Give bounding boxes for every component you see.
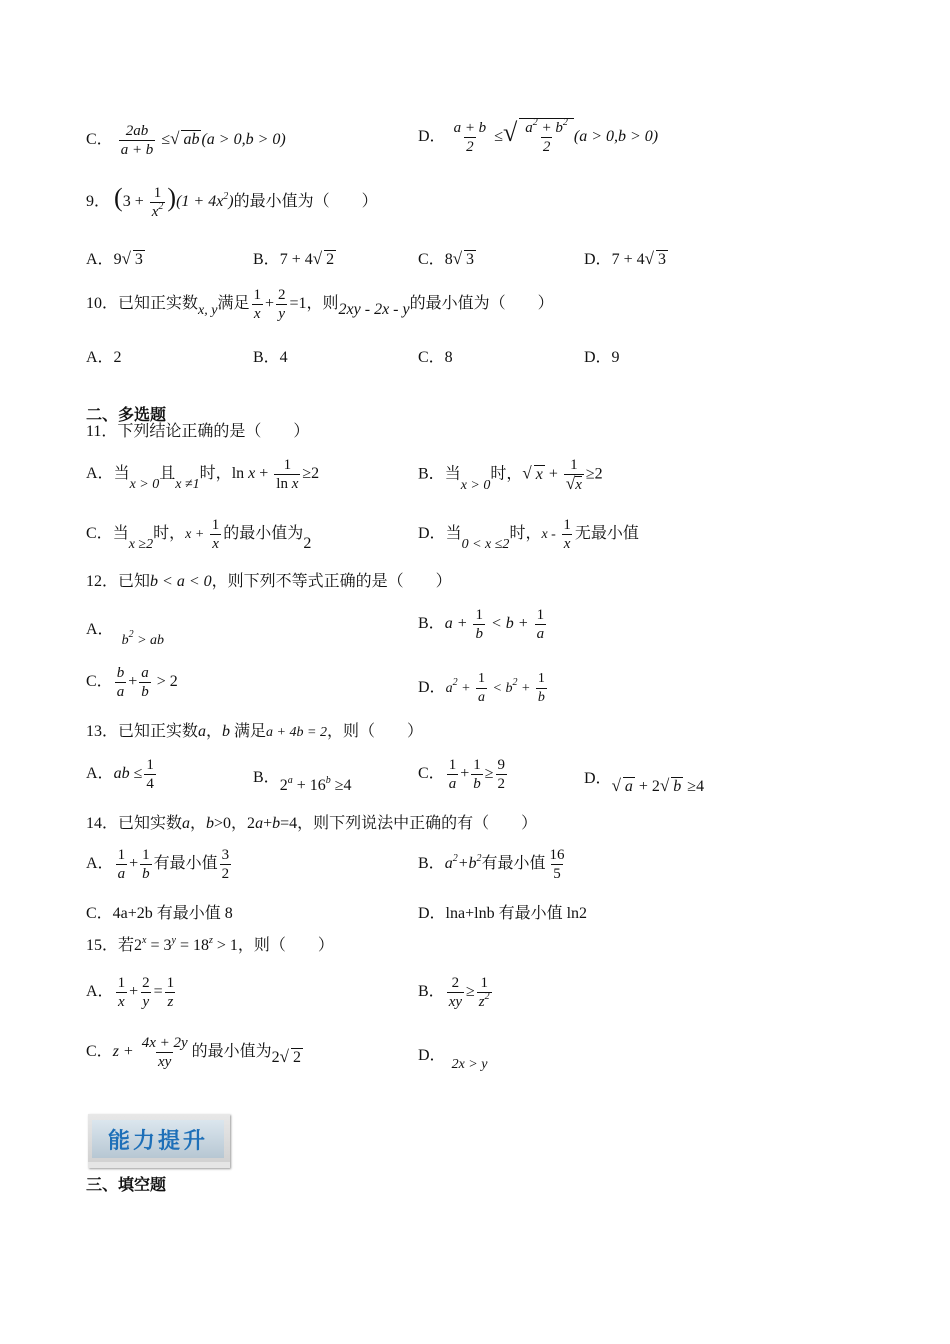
section-title: 二、多选题 <box>86 405 167 424</box>
q14-option-a[interactable]: A． $\frac{1}{a}$ + $\frac{1}{b}$ 有最小值 $\frac{3}{2}$ <box>86 847 230 882</box>
ability-banner <box>88 1114 230 1168</box>
q12-option-b[interactable]: B．a + $\frac{1}{b}$ < b + $\frac{1}{a}$ <box>418 607 545 642</box>
q13-option-a[interactable]: A．ab ≤ $\frac{1}{4}$ <box>86 757 154 792</box>
q12-option-a[interactable]: A．$b^2$ > ab <box>86 621 165 648</box>
fraction: $\frac{2ab}{a + b}$ <box>120 123 154 158</box>
q10-option-b[interactable]: B．4 <box>253 349 288 366</box>
question-number: 9． <box>86 193 111 211</box>
q11-option-a[interactable]: A．当x > 0且x ≠1时，ln x + $\frac{1}{\text{ln x}}$ ≥2 <box>86 457 320 493</box>
q15-option-d[interactable]: D．2x > y <box>418 1047 488 1072</box>
q13-option-d[interactable]: D．√ a + 2√ b ≥4 <box>584 770 705 795</box>
fraction: $\frac{a + b}{2}$ <box>453 120 487 155</box>
q11-option-c[interactable]: C．当x ≥2时，x + $\frac{1}{x}$ 的最小值为2 <box>86 517 312 553</box>
q10-option-d[interactable]: D．9 <box>584 349 620 366</box>
q14-option-b[interactable]: B．$a^2+b^2$有最小值 $\frac{16}{5}$ <box>418 847 565 882</box>
question-text: 的最小值为（ ） <box>233 193 378 211</box>
q8-option-c[interactable]: C． $\frac{2ab}{a + b}$ ≤√ ab (a > 0,b > 0) <box>86 123 286 158</box>
q10-option-a[interactable]: A．2 <box>86 349 122 366</box>
q10-stem: 10．已知正实数x, y满足 $\frac{1}{x}$ + $\frac{2}{y}$ =1，则2xy - 2x - y的最小值为（ ） <box>86 287 554 322</box>
q13-option-b[interactable]: B．$2^a + 16^b \ge 4$ <box>253 769 352 794</box>
q9-option-c[interactable]: C．8√ 3 <box>418 249 475 268</box>
q14-option-d[interactable]: D．lna+lnb 有最小值 ln2 <box>418 905 588 922</box>
q9-stem: 9． (3 + $\frac{1}{x^2}$ )$(1 + 4x^2)$的最小值为（ ） <box>86 183 378 220</box>
condition: (a > 0,b > 0) <box>573 128 659 146</box>
option-label: D． <box>418 128 446 146</box>
q15-stem: 15．若$2^x = 3^y = 18^z > 1$，则（ ） <box>86 935 334 954</box>
q13-stem: 13．已知正实数a，b 满足a + 4b = 2，则（ ） <box>86 723 423 740</box>
q9-option-a[interactable]: A．9√ 3 <box>86 249 143 268</box>
q11-option-d[interactable]: D．当0 < x ≤2时，x - $\frac{1}{x}$ 无最小值 <box>418 517 639 553</box>
q14-stem: 14．已知实数a，b>0，2a+b=4，则下列说法中正确的有（ ） <box>86 815 538 832</box>
q10-option-c[interactable]: C．8 <box>418 349 453 366</box>
banner-divider <box>88 1162 230 1168</box>
q12-stem: 12．已知b < a < 0，则下列不等式正确的是（ ） <box>86 573 452 590</box>
q8-option-d[interactable]: D． $\frac{a + b}{2}$ ≤√ $\frac{a^2 + b^2}{2}$ (a > 0,b > 0) <box>418 117 659 155</box>
question-number: 10． <box>86 295 119 313</box>
q11-option-b[interactable]: B．当x > 0时，√ x + $\frac{1}{√x}$ ≥2 <box>418 457 603 493</box>
q13-option-c[interactable]: C． $\frac{1}{a}$ + $\frac{1}{b}$ ≥ $\frac{9}{2}$ <box>418 757 505 792</box>
condition: (a > 0,b > 0) <box>201 131 286 149</box>
q14-option-c[interactable]: C．4a+2b 有最小值 8 <box>86 905 233 922</box>
q15-option-a[interactable]: A． $\frac{1}{x}$ + $\frac{2}{y}$ = $\frac{1}{z}$ <box>86 975 175 1010</box>
q12-option-d[interactable]: D．$a^2$ + $\frac{1}{a}$ < $b^2$ + $\frac{1}{b}$ <box>418 671 545 705</box>
q9-option-b[interactable]: B．7 + 4√ 2 <box>253 249 335 268</box>
banner-label: 能力提升 <box>92 1120 224 1158</box>
q15-option-c[interactable]: C．z + $\frac{4x + 2y}{xy}$ 的最小值为2√ 2 <box>86 1035 302 1070</box>
q15-option-b[interactable]: B． $\frac{2}{xy}$ ≥ $\frac{1}{z^2}$ <box>418 975 490 1010</box>
option-label: C． <box>86 131 113 149</box>
q11-stem: 11．下列结论正确的是（ ） <box>86 423 310 440</box>
section-title-3: 三、填空题 <box>86 1175 167 1194</box>
q12-option-c[interactable]: C． $\frac{b}{a}$ + $\frac{a}{b}$ > 2 <box>86 665 178 700</box>
q9-option-d[interactable]: D．7 + 4√ 3 <box>584 249 666 268</box>
